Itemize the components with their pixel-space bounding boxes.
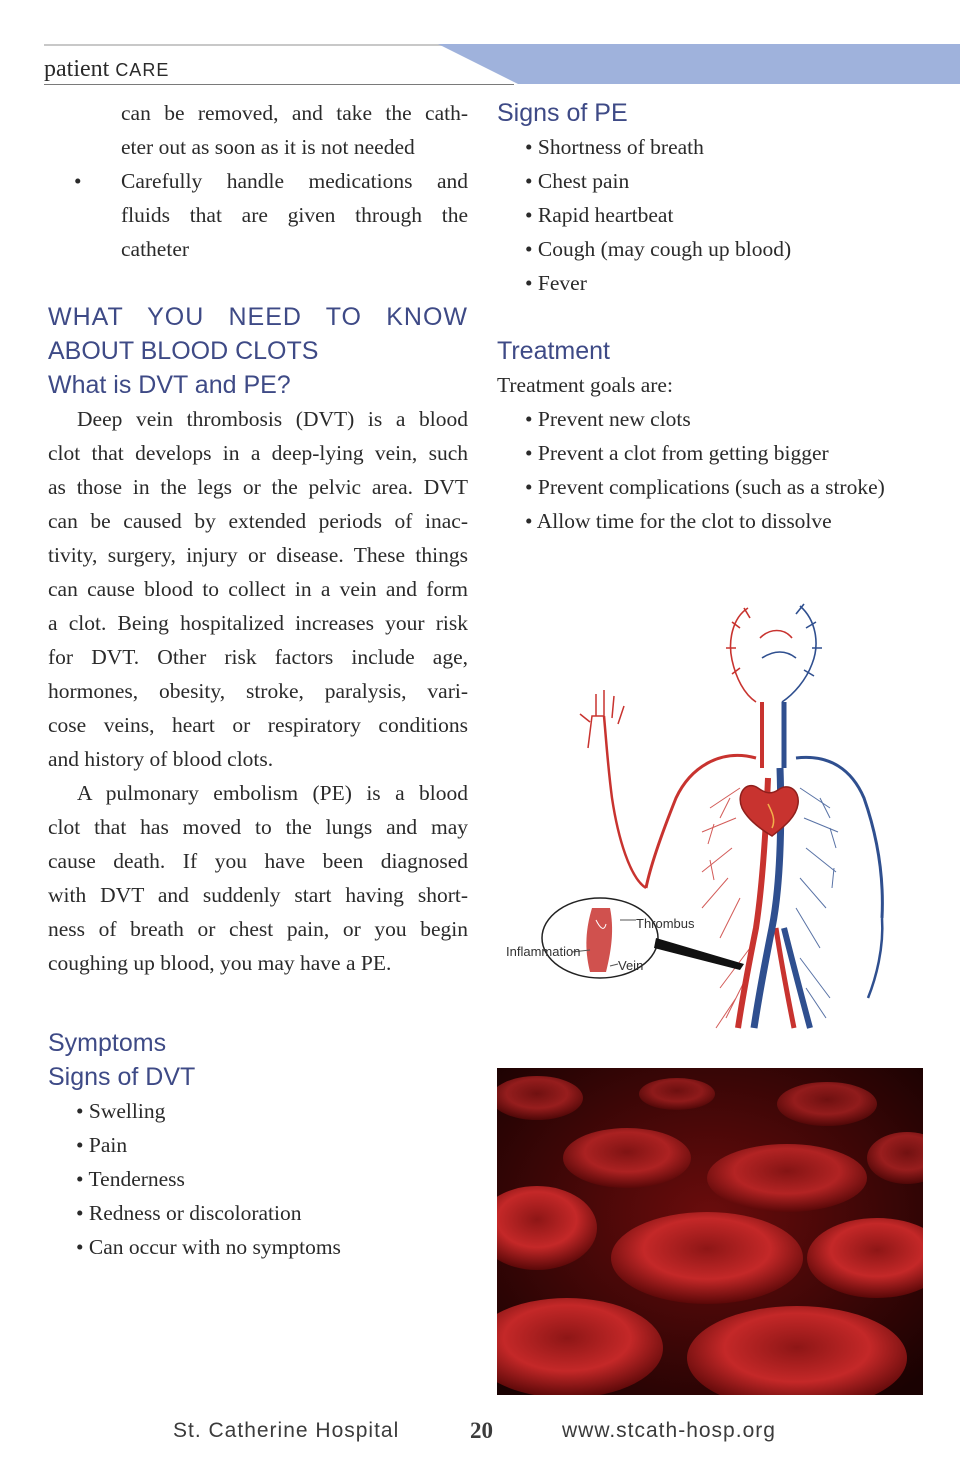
list-item: • Cough (may cough up blood)	[525, 237, 792, 261]
intro-continuation	[48, 96, 468, 164]
heading-signs-dvt: Signs of DVT	[48, 1063, 196, 1091]
text-line: clot that has moved to the lungs and may	[48, 815, 468, 839]
list-item: • Prevent new clots	[525, 407, 691, 431]
section-title	[44, 56, 169, 83]
label-vein: Vein	[618, 958, 644, 973]
right-column	[497, 96, 927, 538]
hand-vessels	[580, 690, 624, 748]
list-item: • Shortness of breath	[525, 135, 704, 159]
bullet-dot: •	[74, 169, 82, 193]
text-line: cose veins, heart or respiratory conditions	[48, 713, 468, 737]
treatment-intro: Treatment goals are:	[497, 373, 673, 397]
vein-branches	[796, 788, 838, 1018]
circulatory-system-illustration	[500, 598, 900, 1038]
text-line: can cause blood to collect in a vein and form	[48, 577, 468, 601]
label-inflammation: Inflammation	[506, 944, 581, 959]
text-line: A pulmonary embolism (PE) is a blood	[77, 781, 468, 805]
text-line: a clot. Being hospitalized increases your risk	[48, 611, 468, 635]
text-line: with DVT and suddenly start having short-	[48, 883, 468, 907]
label-thrombus: Thrombus	[636, 916, 695, 931]
header-rule	[44, 44, 444, 46]
heart-shape	[740, 786, 798, 836]
heading-symptoms: Symptoms	[48, 1029, 167, 1057]
heading-dvt-pe: What is DVT and PE?	[48, 371, 291, 399]
text-line: fluids that are given through the	[121, 203, 468, 227]
footer-hospital-name: St. Catherine Hospital	[173, 1419, 400, 1442]
footer-website[interactable]: www.stcath-hosp.org	[562, 1419, 776, 1442]
text-line: can be removed, and take the cath-	[121, 101, 468, 125]
pe-paragraph	[48, 776, 468, 980]
text-line: cause death. If you have been diagnosed	[48, 849, 468, 873]
text-line: ness of breath or chest pain, or you begin	[48, 917, 468, 941]
text-line: hormones, obesity, stroke, paralysis, vari-	[48, 679, 468, 703]
header-underline	[44, 84, 514, 85]
list-item: • Can occur with no symptoms	[76, 1235, 341, 1259]
text-line: Deep vein thrombosis (DVT) is a blood	[77, 407, 468, 431]
heading-treatment: Treatment	[497, 337, 611, 365]
list-item: • Pain	[76, 1133, 128, 1157]
list-item: • Prevent a clot from getting bigger	[525, 441, 829, 465]
text-line: Carefully handle medications and	[121, 169, 468, 193]
text-line: as those in the legs or the pelvic area. DVT	[48, 475, 468, 499]
list-item: • Fever	[525, 271, 587, 295]
list-item: • Swelling	[76, 1099, 166, 1123]
list-item: • Rapid heartbeat	[525, 203, 674, 227]
head-vessels	[726, 604, 822, 702]
treatment-goals-list	[497, 402, 927, 538]
text-line: catheter	[121, 237, 190, 261]
list-item: • Redness or discoloration	[76, 1201, 302, 1225]
red-blood-cells-image	[497, 1068, 923, 1395]
text-line: coughing up blood, you may have a PE.	[48, 951, 392, 975]
text-line: clot that develops in a deep-lying vein, such	[48, 441, 468, 465]
footer-page-number: 20	[470, 1418, 493, 1443]
left-column	[48, 96, 468, 1264]
pe-signs-list	[497, 130, 927, 300]
text-line: can be caused by extended periods of inac-	[48, 509, 468, 533]
text-line: tivity, surgery, injury or disease. These things	[48, 543, 468, 567]
list-item: • Prevent complications (such as a stroke)	[525, 475, 885, 499]
dvt-signs-list	[48, 1094, 468, 1264]
list-item: • Allow time for the clot to dissolve	[525, 509, 832, 533]
section-title-care: CARE	[115, 60, 170, 80]
catheter-bullet	[48, 164, 468, 266]
heading-blood-clots-1: WHAT YOU NEED TO KNOW	[48, 303, 468, 331]
heading-signs-pe: Signs of PE	[497, 99, 628, 127]
text-line: for DVT. Other risk factors include age,	[48, 645, 468, 669]
list-item: • Tenderness	[76, 1167, 185, 1191]
header-accent-band	[438, 44, 960, 84]
text-line: eter out as soon as it is not needed	[121, 135, 415, 159]
callout-pointer	[654, 938, 744, 970]
text-line: and history of blood clots.	[48, 747, 274, 771]
dvt-paragraph	[48, 402, 468, 776]
section-title-word: patient	[44, 56, 110, 82]
heading-blood-clots-2: ABOUT BLOOD CLOTS	[48, 337, 319, 365]
list-item: • Chest pain	[525, 169, 630, 193]
